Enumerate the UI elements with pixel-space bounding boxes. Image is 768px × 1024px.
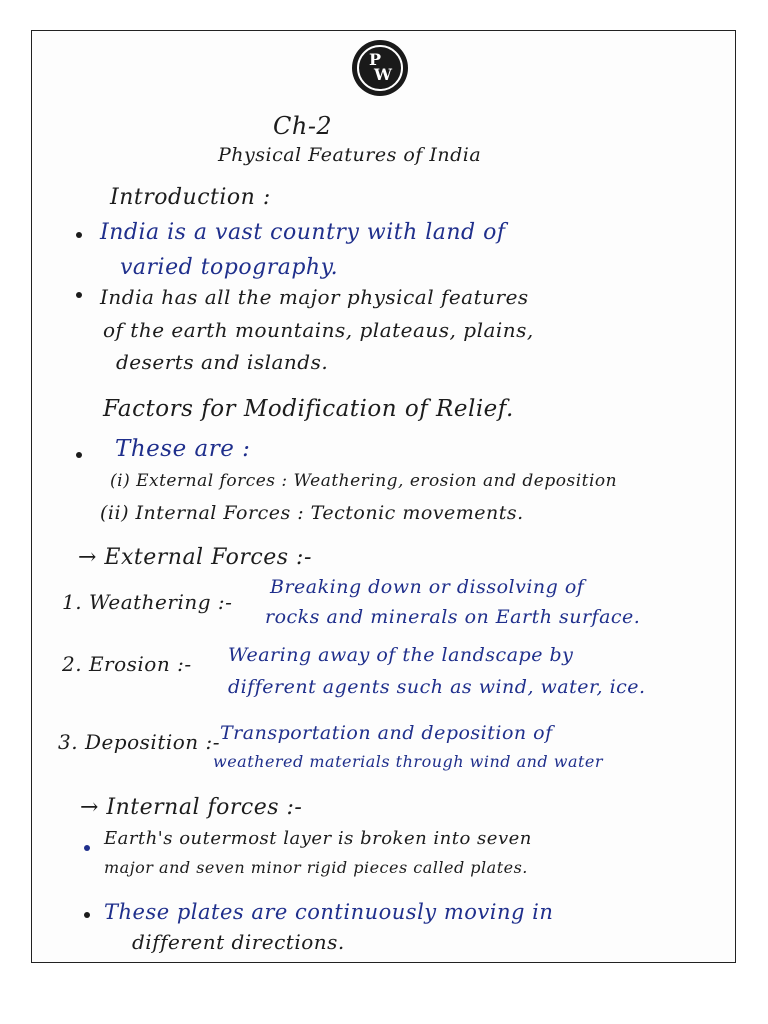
factors-item-1: (i) External forces : Weathering, erosion and deposition [110,471,618,491]
logo-letter-p: P [369,50,382,69]
intro-point-2-line-1: India has all the major physical features [100,285,529,309]
internal-heading: → Internal forces :- [80,795,303,820]
internal-point-2-line-2: different directions. [132,930,345,954]
factors-heading: Factors for Modification of Relief. [103,396,514,422]
bullet-dot [76,232,82,238]
external-item-3-label: 3. Deposition :- [58,730,221,754]
pw-logo-ring [357,45,403,91]
bullet-dot [76,452,82,458]
internal-point-1-line-2: major and seven minor rigid pieces called plates. [104,858,528,877]
intro-point-2-line-2: of the earth mountains, plateaus, plains, [103,318,534,342]
intro-point-1-line-1: India is a vast country with land of [100,220,506,245]
introduction-heading: Introduction : [110,185,271,210]
page-title: Physical Features of India [218,144,482,166]
internal-point-1-line-1: Earth's outermost layer is broken into seven [104,828,532,849]
bullet-dot [84,845,90,851]
external-item-1-line-2: rocks and minerals on Earth surface. [265,606,641,628]
external-item-2-line-2: different agents such as wind, water, ice. [228,676,646,698]
external-item-2-label: 2. Erosion :- [62,652,192,676]
external-item-1-line-1: Breaking down or dissolving of [270,576,585,598]
page-border [31,30,736,963]
chapter-label: Ch-2 [273,112,333,140]
pw-logo [352,40,408,96]
intro-point-1-line-2: varied topography. [120,255,339,280]
external-item-2-line-1: Wearing away of the landscape by [228,644,574,666]
internal-point-2-line-1: These plates are continuously moving in [104,900,554,924]
logo-letter-w: W [374,65,392,84]
bullet-dot [76,292,82,298]
external-item-1-label: 1. Weathering :- [62,590,233,614]
factors-lead: These are : [115,436,251,462]
external-heading: → External Forces :- [78,545,312,570]
bullet-dot [84,912,90,918]
external-item-3-line-1: Transportation and deposition of [220,722,553,744]
intro-point-2-line-3: deserts and islands. [116,350,329,374]
external-item-3-line-2: weathered materials through wind and water [213,752,604,771]
factors-item-2: (ii) Internal Forces : Tectonic movements. [100,502,524,524]
